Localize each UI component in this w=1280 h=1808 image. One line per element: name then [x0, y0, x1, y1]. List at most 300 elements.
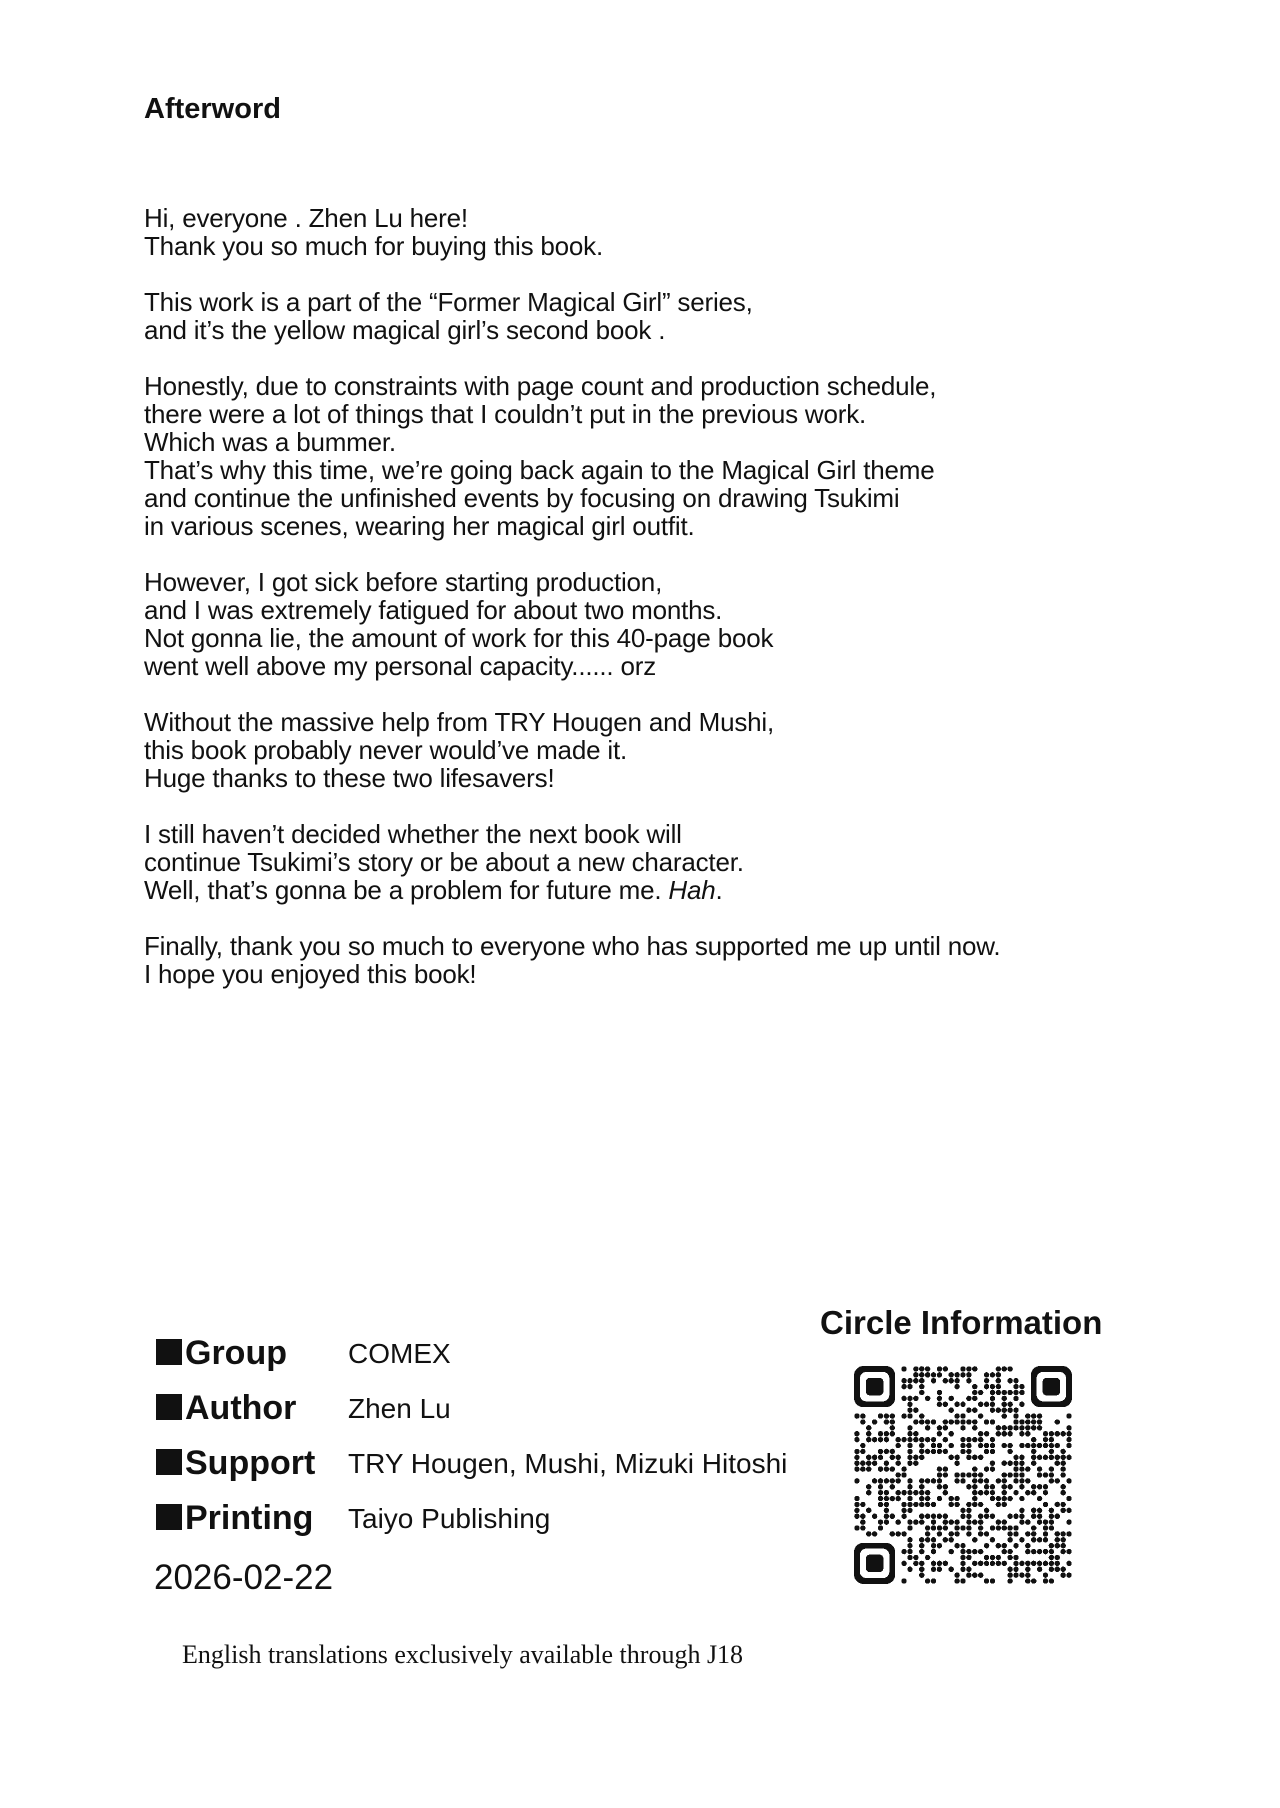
qr-dot — [890, 1466, 895, 1471]
qr-dot — [990, 1561, 995, 1566]
qr-dot — [884, 1502, 889, 1507]
qr-dot — [860, 1449, 865, 1454]
qr-dot — [972, 1390, 977, 1395]
qr-dot — [1013, 1455, 1018, 1460]
qr-dot — [1049, 1555, 1054, 1560]
qr-dot — [907, 1519, 912, 1524]
credit-value: Taiyo Publishing — [348, 1503, 551, 1534]
qr-dot — [1002, 1431, 1007, 1436]
qr-dot — [1007, 1531, 1012, 1536]
afterword-body — [144, 204, 1124, 1016]
qr-dot — [943, 1425, 948, 1430]
qr-dot — [1031, 1449, 1036, 1454]
qr-dot — [1037, 1561, 1042, 1566]
qr-dot — [1043, 1561, 1048, 1566]
qr-dot — [895, 1455, 900, 1460]
qr-dot — [1060, 1537, 1065, 1542]
qr-dot — [954, 1384, 959, 1389]
qr-dot — [866, 1425, 871, 1430]
qr-dot — [978, 1431, 983, 1436]
qr-dot — [937, 1496, 942, 1501]
qr-dot — [890, 1425, 895, 1430]
qr-dot — [972, 1490, 977, 1495]
qr-dot — [949, 1502, 954, 1507]
qr-dot — [1055, 1531, 1060, 1536]
qr-dot — [1007, 1525, 1012, 1530]
qr-dot — [1043, 1484, 1048, 1489]
qr-dot — [943, 1472, 948, 1477]
qr-dot — [913, 1461, 918, 1466]
qr-dot — [984, 1466, 989, 1471]
qr-dot — [1037, 1413, 1042, 1418]
qr-dot — [854, 1496, 859, 1501]
qr-dot — [943, 1514, 948, 1519]
qr-dot — [919, 1502, 924, 1507]
qr-dot — [1031, 1525, 1036, 1530]
qr-dot — [949, 1443, 954, 1448]
qr-dot — [1025, 1443, 1030, 1448]
translation-note: English translations exclusively available through J18 — [182, 1640, 744, 1669]
qr-dot — [878, 1490, 883, 1495]
qr-dot — [1013, 1390, 1018, 1395]
qr-dot — [1019, 1478, 1024, 1483]
qr-dot — [943, 1419, 948, 1424]
qr-dot — [1013, 1567, 1018, 1572]
afterword-line-text: Not gonna lie, the amount of work for this 40-page book — [144, 623, 774, 653]
qr-dot — [1007, 1578, 1012, 1583]
qr-dot — [931, 1561, 936, 1566]
qr-dot — [866, 1461, 871, 1466]
qr-dot — [913, 1407, 918, 1412]
qr-dot — [960, 1561, 965, 1566]
qr-dot — [996, 1378, 1001, 1383]
qr-dot — [972, 1478, 977, 1483]
qr-dot — [972, 1419, 977, 1424]
qr-dot — [960, 1449, 965, 1454]
qr-dot — [1031, 1425, 1036, 1430]
qr-dot — [960, 1578, 965, 1583]
qr-dot — [966, 1549, 971, 1554]
qr-dot — [901, 1502, 906, 1507]
qr-dot — [937, 1478, 942, 1483]
qr-dot — [937, 1443, 942, 1448]
black-square-bullet-icon — [156, 1394, 182, 1420]
qr-dot — [878, 1496, 883, 1501]
qr-dot — [966, 1366, 971, 1371]
qr-dot — [1043, 1472, 1048, 1477]
qr-dot — [960, 1372, 965, 1377]
qr-dot — [960, 1402, 965, 1407]
qr-dot — [1025, 1478, 1030, 1483]
afterword-line — [144, 316, 1124, 344]
qr-dot — [954, 1519, 959, 1524]
qr-dot — [901, 1531, 906, 1536]
qr-dot — [954, 1402, 959, 1407]
qr-dot — [895, 1490, 900, 1495]
afterword-line-text: went well above my personal capacity...... orz — [144, 651, 656, 681]
qr-dot — [949, 1519, 954, 1524]
qr-dot — [984, 1531, 989, 1536]
qr-dot — [1013, 1555, 1018, 1560]
qr-dot — [919, 1567, 924, 1572]
qr-module — [866, 1555, 884, 1573]
qr-dot — [1055, 1455, 1060, 1460]
qr-dot — [1055, 1561, 1060, 1566]
qr-dot — [972, 1437, 977, 1442]
qr-dot — [943, 1402, 948, 1407]
qr-dot — [954, 1378, 959, 1383]
afterword-line — [144, 400, 1124, 428]
qr-dot — [901, 1384, 906, 1389]
afterword-line-text: This work is a part of the “Former Magical Girl” series, — [144, 287, 753, 317]
qr-dot — [931, 1449, 936, 1454]
qr-dot — [943, 1437, 948, 1442]
qr-dot — [966, 1419, 971, 1424]
qr-dot — [960, 1549, 965, 1554]
credit-label — [156, 1442, 315, 1484]
qr-dot — [919, 1390, 924, 1395]
qr-dot — [996, 1519, 1001, 1524]
qr-dot — [972, 1407, 977, 1412]
qr-dot — [1043, 1537, 1048, 1542]
qr-dot — [1002, 1496, 1007, 1501]
qr-module — [1043, 1378, 1061, 1396]
qr-dot — [1013, 1572, 1018, 1577]
qr-dot — [1066, 1496, 1071, 1501]
qr-dot — [990, 1443, 995, 1448]
afterword-line-text: Without the massive help from TRY Hougen and Mushi, — [144, 707, 775, 737]
qr-dot — [1066, 1437, 1071, 1442]
qr-dot — [1007, 1572, 1012, 1577]
qr-dot — [984, 1543, 989, 1548]
qr-dot — [996, 1372, 1001, 1377]
qr-dot — [895, 1443, 900, 1448]
qr-dot — [954, 1413, 959, 1418]
qr-dot — [1002, 1413, 1007, 1418]
qr-dot — [901, 1578, 906, 1583]
qr-dot — [937, 1466, 942, 1471]
qr-dot — [860, 1502, 865, 1507]
qr-dot — [860, 1525, 865, 1530]
afterword-paragraph — [144, 708, 1124, 792]
qr-dot — [1066, 1431, 1071, 1436]
qr-dot — [1007, 1366, 1012, 1371]
qr-module — [866, 1378, 884, 1396]
afterword-line-text: Huge thanks to these two lifesavers! — [144, 763, 555, 793]
qr-dot — [990, 1496, 995, 1501]
qr-dot — [984, 1443, 989, 1448]
qr-dot — [949, 1378, 954, 1383]
qr-dot — [1049, 1543, 1054, 1548]
qr-dot — [960, 1543, 965, 1548]
qr-dot — [925, 1578, 930, 1583]
qr-dot — [954, 1543, 959, 1548]
qr-dot — [1031, 1443, 1036, 1448]
qr-dot — [925, 1425, 930, 1430]
qr-dot — [972, 1519, 977, 1524]
qr-dot — [1002, 1425, 1007, 1430]
qr-dot — [1013, 1531, 1018, 1536]
qr-dot — [1025, 1543, 1030, 1548]
qr-dot — [984, 1484, 989, 1489]
qr-dot — [1013, 1413, 1018, 1418]
qr-dot — [901, 1413, 906, 1418]
qr-dot — [895, 1531, 900, 1536]
qr-dot — [913, 1419, 918, 1424]
afterword-line-text: I still haven’t decided whether the next book will — [144, 819, 682, 849]
qr-dot — [1055, 1431, 1060, 1436]
qr-dot — [1060, 1455, 1065, 1460]
qr-dot — [860, 1461, 865, 1466]
qr-dot — [1049, 1508, 1054, 1513]
qr-dot — [1037, 1472, 1042, 1477]
qr-dot — [1049, 1466, 1054, 1471]
qr-dot — [884, 1508, 889, 1513]
qr-dot — [913, 1502, 918, 1507]
qr-dot — [1013, 1407, 1018, 1412]
qr-dot — [966, 1396, 971, 1401]
qr-dot — [907, 1449, 912, 1454]
qr-dot — [919, 1561, 924, 1566]
qr-dot — [960, 1478, 965, 1483]
qr-dot — [949, 1531, 954, 1536]
qr-dot — [972, 1396, 977, 1401]
qr-dot — [978, 1490, 983, 1495]
qr-dot — [901, 1396, 906, 1401]
qr-dot — [913, 1396, 918, 1401]
qr-dot — [937, 1525, 942, 1530]
qr-dot — [972, 1572, 977, 1577]
credit-value: TRY Hougen, Mushi, Mizuki Hitoshi — [348, 1448, 788, 1479]
qr-dot — [931, 1543, 936, 1548]
qr-dot — [990, 1484, 995, 1489]
qr-dot — [972, 1455, 977, 1460]
qr-dot — [913, 1455, 918, 1460]
qr-dot — [1043, 1502, 1048, 1507]
qr-dot — [884, 1514, 889, 1519]
qr-dot — [990, 1514, 995, 1519]
afterword-paragraph — [144, 820, 1124, 904]
qr-dot — [1013, 1514, 1018, 1519]
qr-dot — [1060, 1472, 1065, 1477]
qr-dot — [978, 1502, 983, 1507]
qr-dot — [1043, 1572, 1048, 1577]
afterword-line — [144, 708, 1124, 736]
qr-dot — [1019, 1455, 1024, 1460]
qr-dot — [1066, 1549, 1071, 1554]
qr-dot — [966, 1407, 971, 1412]
qr-dot — [860, 1413, 865, 1418]
afterword-line — [144, 960, 1124, 988]
qr-dot — [943, 1449, 948, 1454]
qr-dot — [1049, 1472, 1054, 1477]
qr-dot — [854, 1449, 859, 1454]
qr-dot — [854, 1478, 859, 1483]
qr-dot — [966, 1555, 971, 1560]
qr-dot — [990, 1390, 995, 1395]
qr-dot — [878, 1466, 883, 1471]
qr-dot — [990, 1437, 995, 1442]
qr-dot — [931, 1567, 936, 1572]
afterword-line-text: Thank you so much for buying this book. — [144, 231, 604, 261]
qr-dot — [1002, 1561, 1007, 1566]
qr-dot — [901, 1366, 906, 1371]
afterword-title: Afterword — [144, 93, 281, 125]
qr-dot — [1019, 1508, 1024, 1513]
afterword-line-text: this book probably never would’ve made it. — [144, 735, 627, 765]
qr-dot — [884, 1496, 889, 1501]
qr-dot — [1043, 1519, 1048, 1524]
qr-dot — [907, 1496, 912, 1501]
qr-dot — [943, 1537, 948, 1542]
qr-dot — [996, 1384, 1001, 1389]
qr-dot — [1019, 1572, 1024, 1577]
qr-dot — [1002, 1472, 1007, 1477]
qr-dot — [978, 1572, 983, 1577]
qr-dot — [919, 1519, 924, 1524]
qr-dot — [954, 1572, 959, 1577]
qr-dot — [919, 1490, 924, 1495]
qr-dot — [1002, 1490, 1007, 1495]
qr-dot — [984, 1449, 989, 1454]
qr-dot — [1049, 1578, 1054, 1583]
qr-dot — [966, 1567, 971, 1572]
qr-dot — [1007, 1472, 1012, 1477]
afterword-line-text: in various scenes, wearing her magical girl outfit. — [144, 511, 695, 541]
qr-dot — [943, 1366, 948, 1371]
qr-dot — [996, 1366, 1001, 1371]
qr-dot — [907, 1407, 912, 1412]
qr-dot — [1049, 1431, 1054, 1436]
afterword-line — [144, 624, 1124, 652]
qr-dot — [1043, 1443, 1048, 1448]
black-square-bullet-icon — [156, 1339, 182, 1365]
qr-dot — [1031, 1437, 1036, 1442]
qr-dot — [972, 1549, 977, 1554]
qr-dot — [1043, 1437, 1048, 1442]
qr-dot — [907, 1461, 912, 1466]
qr-dot — [890, 1419, 895, 1424]
qr-dot — [854, 1455, 859, 1460]
qr-dot — [1037, 1514, 1042, 1519]
qr-dot — [895, 1472, 900, 1477]
qr-dot — [1013, 1525, 1018, 1530]
qr-dot — [1002, 1478, 1007, 1483]
afterword-paragraph — [144, 288, 1124, 344]
qr-dot — [960, 1472, 965, 1477]
qr-dot — [907, 1490, 912, 1495]
qr-dot — [960, 1443, 965, 1448]
qr-dot — [960, 1419, 965, 1424]
qr-dot — [907, 1543, 912, 1548]
qr-dot — [878, 1478, 883, 1483]
qr-dot — [925, 1449, 930, 1454]
qr-dot — [984, 1372, 989, 1377]
qr-dot — [1031, 1419, 1036, 1424]
qr-dot — [984, 1561, 989, 1566]
qr-dot — [872, 1461, 877, 1466]
qr-dot — [984, 1514, 989, 1519]
qr-code-icon[interactable] — [854, 1366, 1072, 1584]
qr-dot — [1019, 1431, 1024, 1436]
qr-dot — [895, 1437, 900, 1442]
qr-dot — [1007, 1555, 1012, 1560]
qr-dot — [1013, 1425, 1018, 1430]
qr-dot — [954, 1419, 959, 1424]
qr-dot — [919, 1537, 924, 1542]
qr-dot — [978, 1478, 983, 1483]
qr-dot — [972, 1472, 977, 1477]
qr-dot — [925, 1396, 930, 1401]
qr-dot — [1043, 1455, 1048, 1460]
qr-dot — [901, 1490, 906, 1495]
qr-dot — [1060, 1567, 1065, 1572]
qr-dot — [966, 1437, 971, 1442]
qr-dot — [1007, 1496, 1012, 1501]
qr-dot — [1019, 1537, 1024, 1542]
qr-dot — [1037, 1419, 1042, 1424]
qr-dot — [1066, 1519, 1071, 1524]
qr-dot — [1002, 1543, 1007, 1548]
qr-dot — [966, 1519, 971, 1524]
qr-dot — [1007, 1484, 1012, 1489]
qr-dot — [972, 1384, 977, 1389]
qr-dot — [854, 1413, 859, 1418]
qr-dot — [996, 1525, 1001, 1530]
qr-dot — [878, 1431, 883, 1436]
qr-dot — [984, 1378, 989, 1383]
qr-dot — [1043, 1431, 1048, 1436]
qr-dot — [1060, 1549, 1065, 1554]
qr-dot — [984, 1419, 989, 1424]
qr-dot — [1037, 1484, 1042, 1489]
qr-dot — [907, 1437, 912, 1442]
afterword-line — [144, 232, 1124, 260]
qr-dot — [854, 1514, 859, 1519]
qr-dot — [931, 1519, 936, 1524]
qr-dot — [907, 1567, 912, 1572]
qr-dot — [990, 1384, 995, 1389]
afterword-line-text: and continue the unfinished events by focusing on drawing Tsukimi — [144, 483, 900, 513]
qr-dot — [1025, 1431, 1030, 1436]
qr-dot — [1049, 1514, 1054, 1519]
qr-dot — [978, 1514, 983, 1519]
qr-dot — [984, 1478, 989, 1483]
afterword-line — [144, 484, 1124, 512]
qr-dot — [890, 1484, 895, 1489]
qr-dot — [990, 1490, 995, 1495]
afterword-line-text: However, I got sick before starting production, — [144, 567, 663, 597]
afterword-line-text: Finally, thank you so much to everyone who has supported me up until now. — [144, 931, 1001, 961]
qr-dot — [890, 1496, 895, 1501]
qr-dot — [860, 1519, 865, 1524]
afterword-line-text: Hi, everyone . Zhen Lu here! — [144, 203, 468, 233]
qr-dot — [972, 1502, 977, 1507]
qr-dot — [925, 1531, 930, 1536]
afterword-line-text: That’s why this time, we’re going back again to the Magical Girl theme — [144, 455, 935, 485]
qr-dot — [966, 1572, 971, 1577]
qr-dot — [872, 1455, 877, 1460]
qr-dot — [890, 1478, 895, 1483]
qr-dot — [996, 1543, 1001, 1548]
qr-dot — [1002, 1402, 1007, 1407]
qr-dot — [925, 1496, 930, 1501]
qr-dot — [925, 1502, 930, 1507]
qr-dot — [925, 1419, 930, 1424]
qr-dot — [954, 1502, 959, 1507]
afterword-line — [144, 876, 1124, 904]
qr-dot — [1066, 1508, 1071, 1513]
